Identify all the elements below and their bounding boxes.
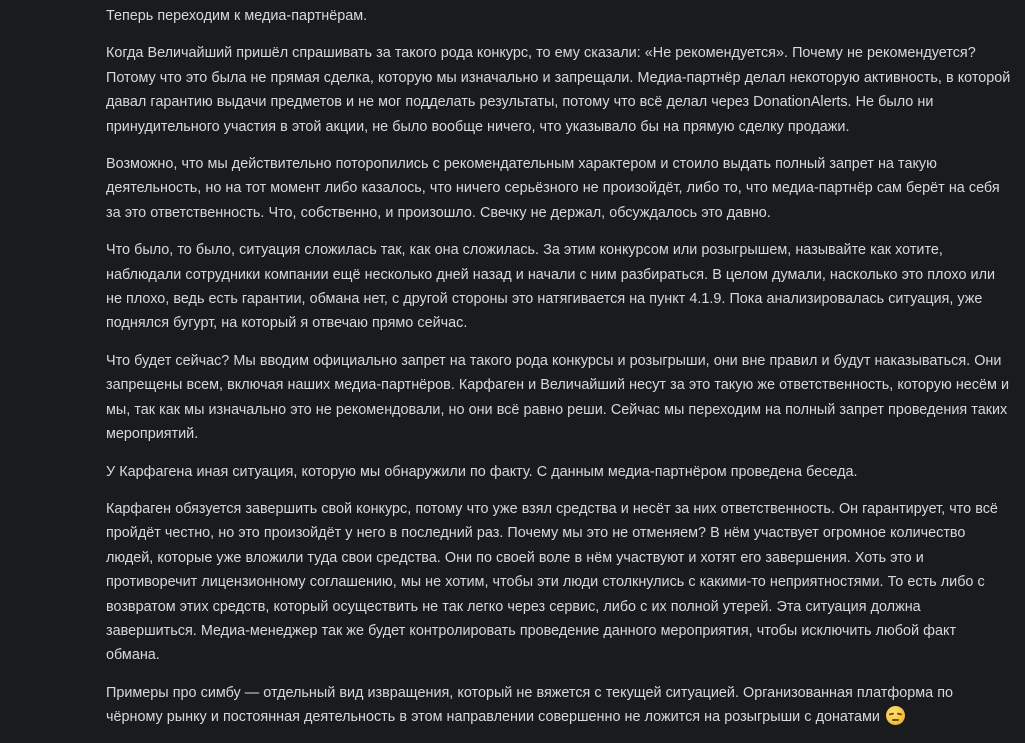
paragraph-karfagen-situation: У Карфагена иная ситуация, которую мы обнаружили по факту. С данным медиа-партнёром проведена беседа. — [106, 463, 858, 480]
unamused-face-icon — [886, 706, 905, 725]
paragraph-what-was: Что было, то было, ситуация сложилась так, как она сложилась. За этим конкурсом или розыгрышем, называйте как хотите, наблюдали сотрудники компании ещё несколько дней назад и начали с ним разбираться. В целом думали, насколько это плохо или не плохо, ведь есть гарантии, обмана нет, с другой стороны это натягивается на пункт 4.1.9. Пока анализировалась ситуация, уже поднялся бугурт, на который я отвечаю прямо сейчас. — [106, 242, 996, 332]
paragraph-what-now: Что будет сейчас? Мы вводим официально запрет на такого рода конкурсы и розыгрыши, они вне правил и будут наказываться. Они запрещены всем, включая наших медиа-партнёров. Карфаген и Величайший несут за это такую же ответственность, которую несём и мы, так как мы изначально это не рекомендовали, но они всё равно реши. Сейчас мы переходим на полный запрет проведения таких мероприятий. — [106, 352, 1010, 443]
paragraph-possibly: Возможно, что мы действительно поторопились с рекомендательным характером и стоило выдать полный запрет на такую деятельность, но на тот момент либо казалось, что ничего серьёзного не произойдёт, либо то, что медиа-партнёр сам берёт на себя за это ответственность. Что, собственно, и произошло. Свечку не держал, обсуждалось это давно. — [106, 156, 1000, 221]
paragraph-velichaishiy: Когда Величайший пришёл спрашивать за такого рода конкурс, то ему сказали: «Не рекомендуется». Почему не рекомендуется? Потому что это была не прямая сделка, которую мы изначально и запрещали. Медиа-партнёр делал некоторую активность, в которой давал гарантию выдачи предметов и не мог подделать результаты, потому что всё делал через DonationAlerts. Не было ни принудительного участия в этой акции, не было вообще ничего, что указывало бы на прямую сделку продажи. — [106, 45, 1011, 135]
paragraph-karfagen-commitment: Карфаген обязуется завершить свой конкурс, потому что уже взял средства и несёт за них ответственность. Он гарантирует, что всё пройдёт честно, но это произойдёт у него в последний раз. Почему мы это не отменяем? В нём участвует огромное количество людей, которые уже вложили туда свои средства. Они по своей воле в нём участвуют и хотят его завершения. Хоть это и противоречит лицензионному соглашению, мы не хотим, чтобы эти люди столкнулись с какими-то неприятностями. То есть либо с возвратом этих средств, который осуществить не так легко через сервис, либо с их полной утерей. Эта ситуация должна завершиться. Медиа-менеджер так же будет контролировать проведение данного мероприятия, чтобы исключить любой факт обмана. — [106, 500, 998, 664]
article-body — [106, 4, 1011, 743]
paragraph-intro: Теперь переходим к медиа-партнёрам. — [106, 8, 368, 24]
paragraph-simba — [106, 681, 1011, 730]
paragraph-simba-text: Примеры про симбу — отдельный вид извращения, который не вяжется с текущей ситуацией. Организованная платформа по чёрному рынку и постоянная деятельность в этом направлении совершенно не ложится на розыгрыши с донатами — [106, 684, 953, 726]
